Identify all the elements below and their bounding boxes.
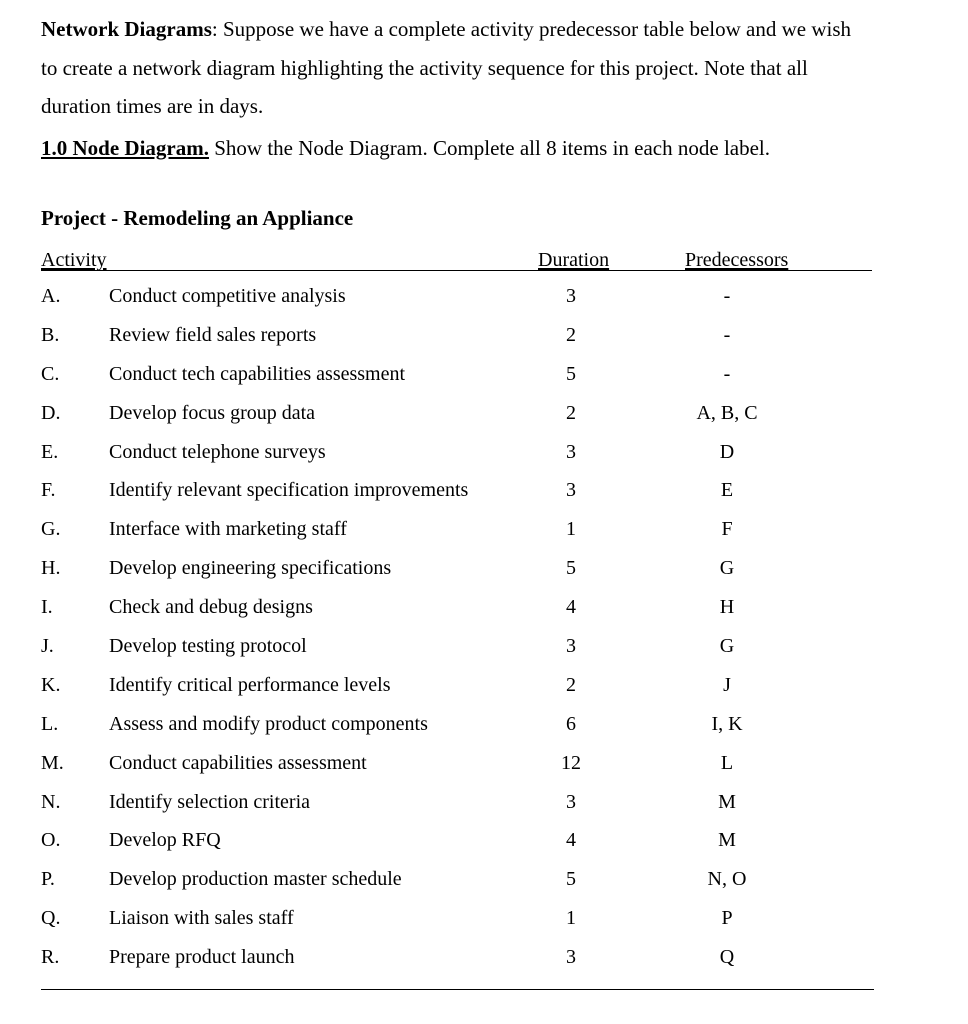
intro-heading: Network Diagrams bbox=[41, 17, 212, 41]
activity-duration: 3 bbox=[566, 635, 576, 658]
activity-duration: 2 bbox=[566, 673, 576, 696]
activity-name: Conduct telephone surveys bbox=[109, 440, 326, 463]
activity-name: Assess and modify product components bbox=[109, 712, 428, 735]
intro-line-3: duration times are in days. bbox=[41, 94, 264, 118]
activity-predecessors: H bbox=[719, 596, 735, 619]
activity-name: Develop production master schedule bbox=[109, 868, 402, 891]
table-row bbox=[41, 475, 872, 514]
activity-duration: 2 bbox=[566, 401, 576, 424]
activity-letter: G. bbox=[41, 518, 61, 541]
activity-letter: H. bbox=[41, 557, 61, 580]
activity-name: Check and debug designs bbox=[109, 596, 313, 619]
activity-letter: A. bbox=[41, 285, 61, 307]
header-activity: Activity bbox=[41, 249, 107, 271]
task-paragraph bbox=[41, 129, 941, 167]
activity-letter: K. bbox=[41, 673, 61, 696]
table-row bbox=[41, 670, 872, 709]
intro-section bbox=[41, 10, 941, 167]
activity-predecessors: G bbox=[719, 557, 735, 580]
activity-letter: R. bbox=[41, 946, 60, 969]
table-header bbox=[41, 246, 872, 272]
activity-predecessors: J bbox=[723, 673, 731, 696]
activity-letter: B. bbox=[41, 323, 60, 346]
activity-name: Develop RFQ bbox=[109, 829, 221, 852]
activity-duration: 3 bbox=[566, 479, 576, 502]
activity-duration: 5 bbox=[566, 868, 576, 891]
table-row bbox=[41, 787, 872, 826]
activity-duration: 3 bbox=[566, 440, 576, 463]
activity-duration: 4 bbox=[566, 829, 576, 852]
activity-predecessors: M bbox=[718, 790, 736, 813]
intro-heading-rest: : Suppose we have a complete activity predecessor table below and we wish bbox=[211, 17, 852, 41]
project-title: Project - Remodeling an Appliance bbox=[41, 206, 354, 230]
table-row bbox=[41, 942, 872, 981]
activity-letter: N. bbox=[41, 790, 61, 813]
table-row bbox=[41, 398, 872, 437]
table-row bbox=[41, 748, 872, 787]
activity-letter: F. bbox=[41, 479, 56, 502]
activity-duration: 2 bbox=[566, 323, 576, 346]
table-row bbox=[41, 359, 872, 398]
table-row bbox=[41, 592, 872, 631]
activity-name: Prepare product launch bbox=[109, 946, 295, 969]
activity-name: Conduct tech capabilities assessment bbox=[109, 362, 406, 385]
activity-duration: 3 bbox=[566, 946, 576, 969]
activity-predecessors: D bbox=[719, 440, 735, 463]
table-row bbox=[41, 709, 872, 748]
activity-name: Develop engineering specifications bbox=[109, 557, 392, 580]
header-rule bbox=[41, 270, 872, 271]
activity-name: Identify critical performance levels bbox=[109, 673, 391, 696]
activity-duration: 3 bbox=[566, 285, 576, 307]
activity-duration: 1 bbox=[566, 907, 576, 930]
activity-duration: 12 bbox=[561, 751, 581, 774]
activity-letter: Q. bbox=[41, 907, 61, 930]
activity-predecessors: G bbox=[719, 635, 735, 658]
activity-letter: M. bbox=[41, 751, 64, 774]
table-row bbox=[41, 864, 872, 903]
header-duration: Duration bbox=[538, 249, 610, 271]
activity-name: Review field sales reports bbox=[109, 323, 317, 346]
activity-letter: O. bbox=[41, 829, 61, 852]
activity-letter: P. bbox=[41, 868, 55, 891]
activity-letter: I. bbox=[41, 596, 53, 619]
table-row bbox=[41, 514, 872, 553]
activity-duration: 4 bbox=[566, 596, 576, 619]
activity-predecessors: L bbox=[720, 751, 734, 774]
activity-letter: C. bbox=[41, 362, 60, 385]
table-row bbox=[41, 281, 872, 320]
activity-predecessors: Q bbox=[719, 946, 735, 969]
activity-name: Develop testing protocol bbox=[109, 635, 307, 658]
activity-duration: 5 bbox=[566, 362, 576, 385]
header-predecessors: Predecessors bbox=[685, 249, 789, 271]
activity-letter: J. bbox=[41, 635, 54, 658]
table-row bbox=[41, 437, 872, 476]
activity-predecessors: E bbox=[720, 479, 734, 502]
table-row bbox=[41, 903, 872, 942]
activity-duration: 5 bbox=[566, 557, 576, 580]
activity-letter: L. bbox=[41, 712, 59, 735]
activity-name: Conduct competitive analysis bbox=[109, 285, 346, 307]
table-bottom-rule bbox=[41, 989, 874, 990]
activity-letter: D. bbox=[41, 401, 61, 424]
activity-predecessors: P bbox=[721, 907, 733, 930]
activity-duration: 6 bbox=[566, 712, 576, 735]
intro-line-2: to create a network diagram highlighting the activity sequence for this project. Note that all bbox=[41, 55, 808, 80]
activity-predecessors: A, B, C bbox=[696, 401, 758, 424]
task-label: 1.0 Node Diagram. bbox=[41, 135, 209, 160]
activity-predecessors: - bbox=[723, 362, 731, 385]
table-row bbox=[41, 320, 872, 359]
activity-name: Develop focus group data bbox=[109, 401, 316, 424]
activity-name: Liaison with sales staff bbox=[109, 907, 294, 930]
intro-paragraph bbox=[41, 10, 941, 126]
activity-name: Interface with marketing staff bbox=[109, 518, 347, 541]
activity-predecessors: I, K bbox=[711, 712, 743, 735]
activity-predecessors: F bbox=[721, 518, 733, 541]
task-text: Show the Node Diagram. Complete all 8 items in each node label. bbox=[208, 135, 771, 160]
activity-name: Identify relevant specification improvements bbox=[109, 479, 469, 502]
activity-predecessors: - bbox=[723, 323, 731, 346]
activity-name: Conduct capabilities assessment bbox=[109, 751, 367, 774]
activity-predecessors: N, O bbox=[707, 868, 747, 891]
table-row bbox=[41, 553, 872, 592]
activity-predecessors: M bbox=[718, 829, 736, 852]
activity-name: Identify selection criteria bbox=[109, 790, 311, 813]
activity-table-body bbox=[41, 281, 872, 981]
activity-letter: E. bbox=[41, 440, 59, 463]
activity-duration: 1 bbox=[566, 518, 576, 541]
activity-duration: 3 bbox=[566, 790, 576, 813]
table-row bbox=[41, 631, 872, 670]
activity-predecessors: - bbox=[723, 285, 731, 307]
table-row bbox=[41, 825, 872, 864]
